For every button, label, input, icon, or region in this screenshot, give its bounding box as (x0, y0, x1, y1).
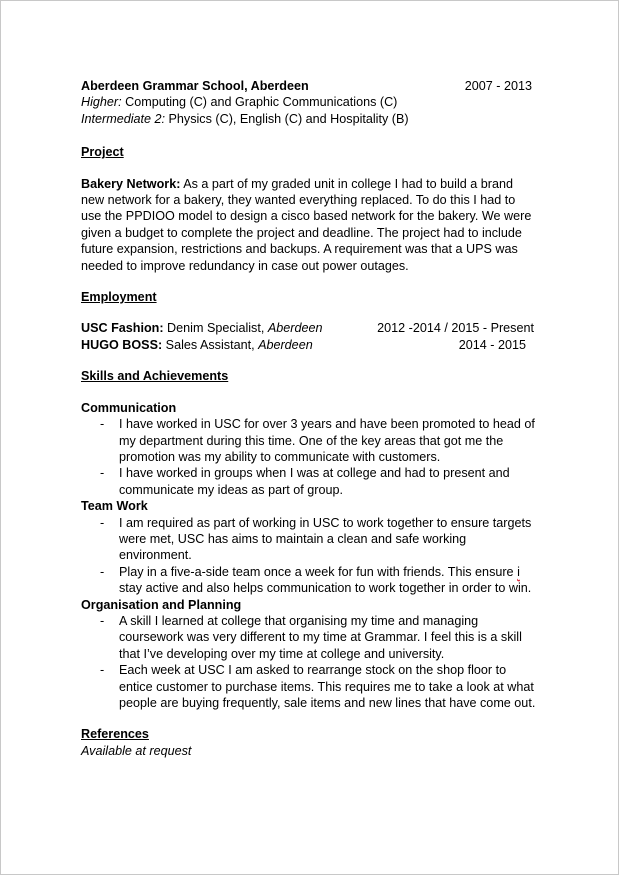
references-text: Available at request (81, 743, 192, 758)
employment-heading: Employment (81, 290, 157, 305)
job-row (81, 337, 536, 353)
list-item (81, 564, 536, 597)
job-dates: 2014 - 2015 (458, 337, 526, 352)
project-paragraph (81, 176, 536, 274)
job-description (81, 320, 322, 336)
list-item-text: Play in a five-a-side team once a week for fun with friends. This ensure (119, 564, 518, 579)
list-item-text: stay active and also helps communication to work together in order to win. (119, 581, 532, 596)
references-heading: References (81, 727, 149, 742)
qualification-subjects: Physics (C), English (C) and Hospitality (B) (165, 111, 409, 126)
qualification-subjects: Computing (C) and Graphic Communications (C) (121, 95, 398, 110)
employer-name: HUGO BOSS: (81, 337, 163, 352)
qualification-level: Intermediate 2: (81, 111, 166, 126)
job-description (81, 337, 313, 353)
skills-heading: Skills and Achievements (81, 369, 229, 384)
project-title: Bakery Network: (81, 176, 181, 191)
communication-title: Communication (81, 400, 177, 415)
employer-name: USC Fashion: (81, 321, 164, 336)
job-role: Denim Specialist, (163, 321, 268, 336)
job-location: Aberdeen (258, 337, 313, 352)
cv-content (81, 78, 536, 759)
communication-list (81, 416, 536, 498)
organisation-list (81, 613, 536, 711)
teamwork-title: Team Work (81, 499, 148, 514)
qualification-level: Higher: (81, 95, 122, 110)
list-item: - I am required as part of working in USC to work together to ensure targets were met, USC has aims to maintain a clean and safe working environment. (81, 515, 536, 564)
school-name: Aberdeen Grammar School, Aberdeen (81, 79, 309, 93)
project-text: As a part of my graded unit in college I had to build a brand new network for a bakery, they wanted everything replaced. To do this I had to use the PPDIOO model to design a cisco based network for the bakery. We were given a budget to complete the project and deadline. The project had to include future expansion, restrictions and backups. A requirement was that a UPS was needed to improve redundancy in case out power outages. (81, 176, 532, 273)
organisation-title: Organisation and Planning (81, 597, 242, 612)
education-dates: 2007 - 2013 (464, 79, 532, 93)
education-line-higher (81, 94, 536, 110)
spellcheck-flag: i (517, 564, 520, 579)
job-dates: 2012 -2014 / 2015 - Present (377, 321, 534, 336)
list-item: - A skill I learned at college that organising my time and managing coursework was very different to my time at Grammar. I feel this is a skill that I’ve developing over my time at college and university. (81, 613, 536, 662)
list-item: - I have worked in groups when I was at college and had to present and communicate my ideas as part of group. (81, 465, 536, 498)
education-header (81, 78, 536, 94)
teamwork-list (81, 515, 536, 597)
list-item: - I have worked in USC for over 3 years and have been promoted to head of my department during this time. One of the key areas that got me the promotion was my ability to communicate with customers. (81, 416, 536, 465)
job-row (81, 320, 536, 336)
job-role: Sales Assistant, (162, 337, 259, 352)
project-heading: Project (81, 145, 124, 160)
education-line-intermediate (81, 111, 536, 127)
list-item: - Each week at USC I am asked to rearrange stock on the shop floor to entice customer to purchase items. This requires me to take a look at what people are buying frequently, sale items and new lines that have come out. (81, 662, 536, 711)
job-location: Aberdeen (267, 321, 323, 336)
